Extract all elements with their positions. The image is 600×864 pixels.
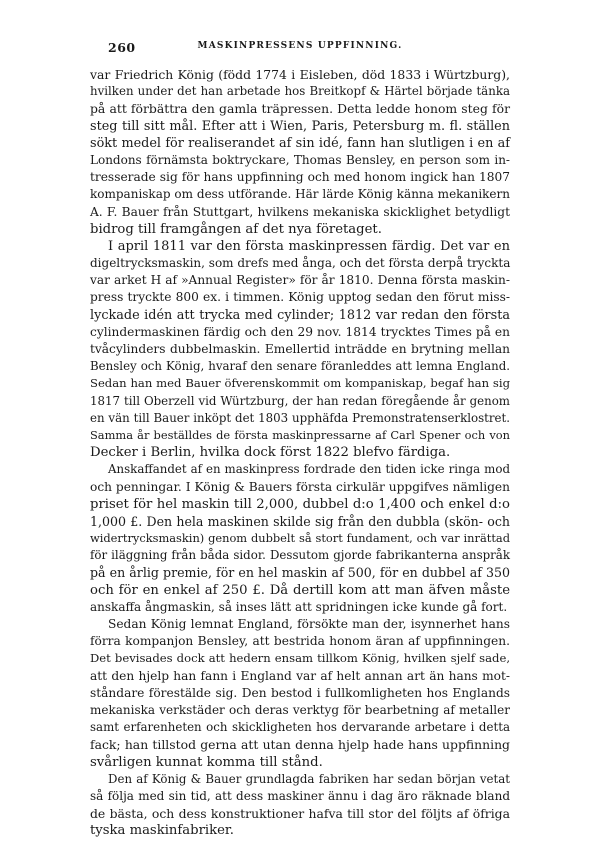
text-line: Sedan König lemnat England, försökte man der, isynnerhet hans bbox=[108, 617, 510, 631]
text-line: Decker i Berlin, hvilka dock först 1822 blefvo färdiga. bbox=[90, 445, 451, 461]
text-line: digeltrycksmaskin, som drefs med ånga, och det första derpå tryckta bbox=[90, 256, 511, 271]
text-line: Den af König & Bauer grundlagda fabriken har sedan början vetat bbox=[108, 771, 510, 786]
text-line: Bensley och König, hvaraf den senare föranleddes att lemna England. bbox=[90, 359, 510, 374]
body-text bbox=[90, 66, 510, 839]
text-line: anskaffa ångmaskin, så inses lätt att spridningen icke kunde gå fort. bbox=[90, 599, 508, 614]
text-line: steg till sitt mål. Efter att i Wien, Paris, Petersburg m. fl. ställen bbox=[90, 118, 510, 134]
text-line: på en årlig premie, för en hel maskin af 500, för en dubbel af 350 bbox=[90, 565, 510, 581]
text-line: lyckade idén att trycka med cylinder; 1812 var redan den första bbox=[90, 307, 510, 323]
text-line: widertrycksmaskin) genom dubbelt så stort fundament, och var inrättad bbox=[90, 531, 510, 546]
text-line: tvåcylinders dubbelmaskin. Emellertid inträdde en brytning mellan bbox=[90, 342, 510, 356]
text-line: så följa med sin tid, att dess maskiner ännu i dag äro räknade bland bbox=[90, 788, 510, 803]
text-line: att den hjelp han fann i England var af helt annan art än hans mot- bbox=[90, 668, 510, 683]
text-line: svårligen kunnat komma till stånd. bbox=[90, 754, 323, 770]
text-line: för iläggning från båda sidor. Dessutom gjorde fabrikanterna anspråk bbox=[90, 548, 510, 563]
text-line: på att förbättra den gamla träpressen. Detta ledde honom steg för bbox=[90, 101, 510, 117]
page-number: 260 bbox=[108, 40, 136, 55]
text-line: sökt medel för realiserandet af sin idé, fann han slutligen i en af bbox=[90, 135, 510, 151]
running-title: MASKINPRESSENS UPPFINNING. bbox=[197, 41, 403, 51]
text-line: hvilken under det han arbetade hos Breitkopf & Härtel började tänka bbox=[90, 84, 510, 99]
text-line: förra kompanjon Bensley, att bestrida honom äran af uppfinningen. bbox=[90, 634, 510, 649]
text-line: cylindermaskinen färdig och den 29 nov. 1814 trycktes Times på en bbox=[90, 324, 510, 339]
text-line: fack; han tillstod gerna att utan denna hjelp hade hans uppfinning bbox=[90, 737, 510, 753]
text-line: Samma år beställdes de första maskinpressarne af Carl Spener och von bbox=[90, 427, 510, 442]
text-line: Sedan han med Bauer öfverenskommit om kompaniskap, begaf han sig bbox=[90, 376, 510, 391]
text-line: de bästa, och dess konstruktioner hafva till stor del följts af öfriga bbox=[90, 806, 510, 822]
text-line: press tryckte 800 ex. i timmen. König upptog sedan den förut miss- bbox=[90, 290, 510, 305]
text-line: och penningar. I König & Bauers första cirkulär uppgifves nämligen bbox=[90, 479, 510, 494]
text-line: var Friedrich König (född 1774 i Eisleben, död 1833 i Würtzburg), bbox=[90, 67, 510, 82]
text-line: samt erfarenheten och skickligheten hos dervarande arbetare i detta bbox=[90, 720, 510, 735]
text-line: en vän till Bauer inköpt det 1803 upphäfda Premonstratenserklostret. bbox=[90, 410, 510, 425]
text-line: priset för hel maskin till 2,000, dubbel d:o 1,400 och enkel d:o bbox=[90, 496, 510, 512]
text-line: var arket H af »Annual Register» för år 1810. Denna första maskin- bbox=[90, 273, 510, 288]
page-header bbox=[90, 40, 510, 56]
text-line: bidrog till framgången af det nya företaget. bbox=[90, 221, 382, 237]
text-line: ståndare förestälde sig. Den bestod i fullkomligheten hos Englands bbox=[90, 685, 510, 700]
text-line: och för en enkel af 250 £. Då dertill kom att man äfven måste bbox=[90, 582, 510, 598]
text-line: Londons förnämsta boktryckare, Thomas Bensley, en person som in- bbox=[90, 152, 510, 167]
text-line: mekaniska verkstäder och deras verktyg för bearbetning af metaller bbox=[90, 702, 510, 717]
text-line: tresserade sig för hans uppfinning och med honom ingick han 1807 bbox=[90, 170, 510, 185]
text-line: 1817 till Oberzell vid Würtzburg, der han redan föregående år genom bbox=[90, 393, 510, 408]
text-line: A. F. Bauer från Stuttgart, hvilkens mekaniska skicklighet betydligt bbox=[90, 204, 510, 219]
text-line: tyska maskinfabriker. bbox=[90, 823, 234, 839]
text-line: I april 1811 var den första maskinpressen färdig. Det var en bbox=[108, 238, 510, 254]
text-line: Det bevisades dock att hedern ensam tillkom König, hvilken sjelf sade, bbox=[90, 651, 510, 666]
text-line: 1,000 £. Den hela maskinen skilde sig från den dubbla (skön- och bbox=[90, 513, 510, 529]
text-line: kompaniskap om dess utförande. Här lärde König känna mekanikern bbox=[90, 187, 510, 202]
text-line: Anskaffandet af en maskinpress fordrade den tiden icke ringa mod bbox=[108, 462, 510, 477]
